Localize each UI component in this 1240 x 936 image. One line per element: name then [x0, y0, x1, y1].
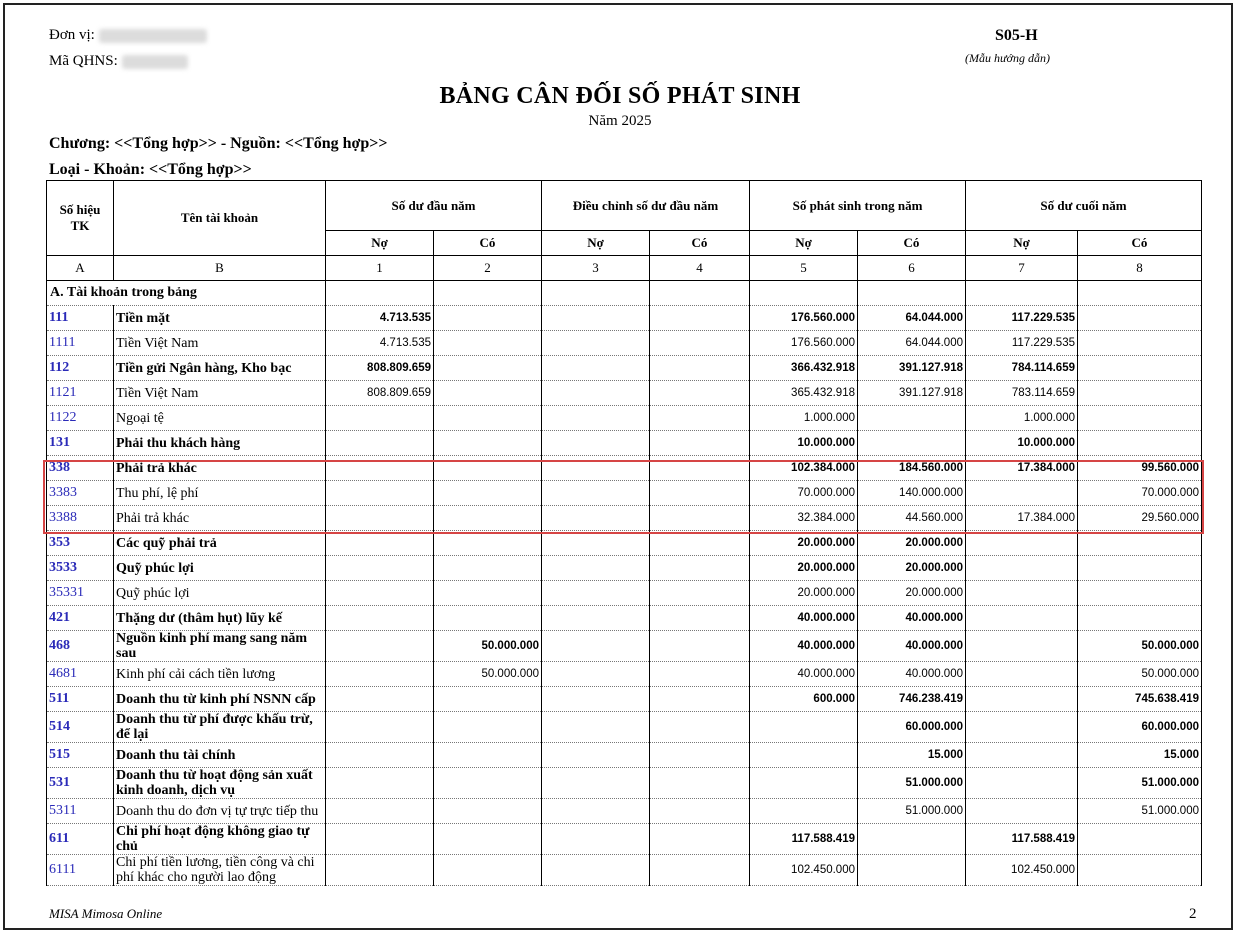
amount-cell [434, 687, 542, 712]
amount-cell [434, 456, 542, 481]
account-name: Chi phí tiền lương, tiền công và chi phí khác cho người lao động [114, 855, 326, 886]
account-number: 468 [47, 631, 114, 662]
amount-cell: 10.000.000 [750, 431, 858, 456]
account-name: Phải trả khác [114, 506, 326, 531]
account-number: 515 [47, 743, 114, 768]
table-row [47, 331, 1202, 356]
account-name: Ngoại tệ [114, 406, 326, 431]
amount-cell [650, 799, 750, 824]
table-row [47, 855, 1202, 886]
account-number: 1122 [47, 406, 114, 431]
amount-cell [650, 531, 750, 556]
amount-cell [858, 824, 966, 855]
col-account-no: Số hiệu TK [47, 181, 114, 256]
amount-cell: 32.384.000 [750, 506, 858, 531]
account-number: 111 [47, 306, 114, 331]
amount-cell: 176.560.000 [750, 306, 858, 331]
account-name: Tiền gửi Ngân hàng, Kho bạc [114, 356, 326, 381]
page-number: 2 [1189, 906, 1197, 922]
col-credit: Có [650, 231, 750, 256]
amount-cell: 50.000.000 [1078, 662, 1202, 687]
amount-cell: 784.114.659 [966, 356, 1078, 381]
amount-cell [434, 506, 542, 531]
col-debit: Nợ [542, 231, 650, 256]
table-row [47, 556, 1202, 581]
account-name: Doanh thu tài chính [114, 743, 326, 768]
account-number: 6111 [47, 855, 114, 886]
account-name: Các quỹ phải trả [114, 531, 326, 556]
amount-cell [1078, 431, 1202, 456]
account-name: Tiền Việt Nam [114, 331, 326, 356]
col-index: A [47, 256, 114, 281]
amount-cell [1078, 331, 1202, 356]
amount-cell: 40.000.000 [858, 662, 966, 687]
amount-cell: 117.229.535 [966, 331, 1078, 356]
col-credit: Có [434, 231, 542, 256]
col-index: 4 [650, 256, 750, 281]
table-row [47, 431, 1202, 456]
amount-cell: 1.000.000 [750, 406, 858, 431]
unit-label: Đơn vị: [49, 27, 95, 43]
amount-cell: 102.384.000 [750, 456, 858, 481]
amount-cell: 366.432.918 [750, 356, 858, 381]
amount-cell [542, 687, 650, 712]
account-number: 353 [47, 531, 114, 556]
amount-cell: 20.000.000 [750, 556, 858, 581]
amount-cell [542, 431, 650, 456]
account-number: 338 [47, 456, 114, 481]
amount-cell [1078, 606, 1202, 631]
amount-cell [750, 768, 858, 799]
table-row [47, 356, 1202, 381]
col-index: 2 [434, 256, 542, 281]
amount-cell: 40.000.000 [750, 631, 858, 662]
col-index: 5 [750, 256, 858, 281]
account-number: 131 [47, 431, 114, 456]
amount-cell [326, 431, 434, 456]
amount-cell: 64.044.000 [858, 306, 966, 331]
table-row [47, 712, 1202, 743]
amount-cell: 117.229.535 [966, 306, 1078, 331]
amount-cell [542, 481, 650, 506]
amount-cell [542, 581, 650, 606]
amount-cell [326, 824, 434, 855]
amount-cell [650, 381, 750, 406]
amount-cell [434, 381, 542, 406]
amount-cell [650, 581, 750, 606]
amount-cell [434, 799, 542, 824]
section-title: A. Tài khoản trong bảng [47, 281, 326, 306]
amount-cell: 60.000.000 [1078, 712, 1202, 743]
table-row [47, 381, 1202, 406]
amount-cell [650, 306, 750, 331]
amount-cell [966, 481, 1078, 506]
amount-cell [542, 556, 650, 581]
col-index: 1 [326, 256, 434, 281]
code-value-redacted [122, 55, 188, 69]
account-name: Doanh thu từ phí được khấu trừ, để lại [114, 712, 326, 743]
amount-cell [966, 662, 1078, 687]
account-number: 3533 [47, 556, 114, 581]
amount-cell [326, 631, 434, 662]
amount-cell: 184.560.000 [858, 456, 966, 481]
amount-cell [326, 406, 434, 431]
amount-cell: 808.809.659 [326, 381, 434, 406]
amount-cell [542, 799, 650, 824]
account-number: 5311 [47, 799, 114, 824]
col-debit: Nợ [966, 231, 1078, 256]
amount-cell [1078, 556, 1202, 581]
account-number: 3388 [47, 506, 114, 531]
amount-cell [434, 431, 542, 456]
unit-line [49, 27, 207, 44]
amount-cell [650, 824, 750, 855]
table-row [47, 406, 1202, 431]
col-credit: Có [858, 231, 966, 256]
amount-cell: 176.560.000 [750, 331, 858, 356]
amount-cell [858, 431, 966, 456]
col-account-name: Tên tài khoản [114, 181, 326, 256]
amount-cell: 4.713.535 [326, 331, 434, 356]
amount-cell [434, 743, 542, 768]
amount-cell [966, 531, 1078, 556]
amount-cell [1078, 306, 1202, 331]
amount-cell [542, 855, 650, 886]
section-row [47, 281, 1202, 306]
amount-cell [326, 606, 434, 631]
amount-cell: 102.450.000 [750, 855, 858, 886]
amount-cell [650, 606, 750, 631]
form-note: (Mẫu hướng dẫn) [965, 51, 1050, 65]
amount-cell [434, 356, 542, 381]
col-group-closing: Số dư cuối năm [966, 181, 1202, 231]
account-name: Chi phí hoạt động không giao tự chủ [114, 824, 326, 855]
account-name: Tiền mặt [114, 306, 326, 331]
account-number: 3383 [47, 481, 114, 506]
account-name: Thặng dư (thâm hụt) lũy kế [114, 606, 326, 631]
col-index: 8 [1078, 256, 1202, 281]
table-row [47, 606, 1202, 631]
amount-cell [542, 824, 650, 855]
amount-cell [858, 855, 966, 886]
account-name: Thu phí, lệ phí [114, 481, 326, 506]
amount-cell: 745.638.419 [1078, 687, 1202, 712]
account-name: Phải trả khác [114, 456, 326, 481]
amount-cell [542, 712, 650, 743]
table-row [47, 531, 1202, 556]
amount-cell: 20.000.000 [858, 556, 966, 581]
amount-cell [1078, 824, 1202, 855]
account-name: Tiền Việt Nam [114, 381, 326, 406]
account-number: 112 [47, 356, 114, 381]
amount-cell [966, 556, 1078, 581]
amount-cell [650, 743, 750, 768]
amount-cell [966, 687, 1078, 712]
amount-cell: 51.000.000 [858, 768, 966, 799]
account-name: Doanh thu từ hoạt động sản xuất kinh doanh, dịch vụ [114, 768, 326, 799]
amount-cell [542, 306, 650, 331]
amount-cell [966, 631, 1078, 662]
amount-cell [326, 743, 434, 768]
amount-cell [1078, 531, 1202, 556]
amount-cell: 20.000.000 [750, 581, 858, 606]
amount-cell: 40.000.000 [858, 631, 966, 662]
table-row [47, 481, 1202, 506]
amount-cell [434, 481, 542, 506]
amount-cell [542, 456, 650, 481]
amount-cell: 15.000 [1078, 743, 1202, 768]
table-row [47, 824, 1202, 855]
amount-cell: 391.127.918 [858, 381, 966, 406]
amount-cell [542, 331, 650, 356]
amount-cell [966, 768, 1078, 799]
amount-cell: 20.000.000 [858, 581, 966, 606]
amount-cell [650, 631, 750, 662]
amount-cell: 17.384.000 [966, 506, 1078, 531]
amount-cell: 51.000.000 [1078, 768, 1202, 799]
amount-cell [326, 768, 434, 799]
account-number: 1121 [47, 381, 114, 406]
table-row [47, 768, 1202, 799]
amount-cell: 50.000.000 [434, 662, 542, 687]
amount-cell [650, 855, 750, 886]
chapter-line: Chương: <<Tổng hợp>> - Nguồn: <<Tổng hợp>> [49, 135, 388, 152]
amount-cell [542, 743, 650, 768]
amount-cell [650, 662, 750, 687]
amount-cell [326, 456, 434, 481]
amount-cell: 20.000.000 [858, 531, 966, 556]
amount-cell: 99.560.000 [1078, 456, 1202, 481]
col-index: 3 [542, 256, 650, 281]
amount-cell [434, 306, 542, 331]
account-number: 421 [47, 606, 114, 631]
account-name: Nguồn kinh phí mang sang năm sau [114, 631, 326, 662]
amount-cell: 140.000.000 [858, 481, 966, 506]
amount-cell [650, 712, 750, 743]
amount-cell [858, 406, 966, 431]
amount-cell: 60.000.000 [858, 712, 966, 743]
amount-cell: 808.809.659 [326, 356, 434, 381]
amount-cell [542, 506, 650, 531]
amount-cell [966, 606, 1078, 631]
amount-cell: 50.000.000 [1078, 631, 1202, 662]
col-group-period: Số phát sinh trong năm [750, 181, 966, 231]
amount-cell [542, 531, 650, 556]
col-debit: Nợ [750, 231, 858, 256]
amount-cell: 600.000 [750, 687, 858, 712]
amount-cell: 29.560.000 [1078, 506, 1202, 531]
col-group-opening: Số dư đầu năm [326, 181, 542, 231]
col-credit: Có [1078, 231, 1202, 256]
account-number: 35331 [47, 581, 114, 606]
amount-cell: 17.384.000 [966, 456, 1078, 481]
amount-cell [434, 556, 542, 581]
report-year: Năm 2025 [588, 113, 652, 129]
amount-cell [326, 581, 434, 606]
table-row [47, 306, 1202, 331]
amount-cell [650, 481, 750, 506]
amount-cell [434, 768, 542, 799]
amount-cell [434, 824, 542, 855]
amount-cell [650, 687, 750, 712]
amount-cell: 40.000.000 [750, 662, 858, 687]
code-line [49, 53, 188, 70]
balance-table [46, 180, 1202, 886]
amount-cell [434, 406, 542, 431]
amount-cell [326, 662, 434, 687]
amount-cell [326, 506, 434, 531]
amount-cell: 64.044.000 [858, 331, 966, 356]
amount-cell [650, 356, 750, 381]
amount-cell [1078, 381, 1202, 406]
account-name: Kinh phí cải cách tiền lương [114, 662, 326, 687]
amount-cell [966, 799, 1078, 824]
table-row [47, 687, 1202, 712]
table-row [47, 506, 1202, 531]
amount-cell: 50.000.000 [434, 631, 542, 662]
col-index: 7 [966, 256, 1078, 281]
account-number: 531 [47, 768, 114, 799]
code-label: Mã QHNS: [49, 53, 118, 69]
col-index: B [114, 256, 326, 281]
amount-cell [542, 381, 650, 406]
account-name: Phải thu khách hàng [114, 431, 326, 456]
amount-cell: 10.000.000 [966, 431, 1078, 456]
software-name: MISA Mimosa Online [49, 906, 163, 921]
amount-cell [750, 743, 858, 768]
account-number: 511 [47, 687, 114, 712]
amount-cell: 40.000.000 [858, 606, 966, 631]
amount-cell [326, 687, 434, 712]
type-line: Loại - Khoản: <<Tổng hợp>> [49, 161, 252, 178]
amount-cell [542, 768, 650, 799]
amount-cell [650, 506, 750, 531]
amount-cell [434, 855, 542, 886]
amount-cell [650, 406, 750, 431]
amount-cell [1078, 581, 1202, 606]
unit-value-redacted [99, 29, 207, 43]
amount-cell [542, 406, 650, 431]
col-debit: Nợ [326, 231, 434, 256]
amount-cell: 746.238.419 [858, 687, 966, 712]
amount-cell: 20.000.000 [750, 531, 858, 556]
col-group-adjust: Điều chỉnh số dư đầu năm [542, 181, 750, 231]
amount-cell: 40.000.000 [750, 606, 858, 631]
amount-cell [326, 531, 434, 556]
amount-cell [650, 768, 750, 799]
report-page [3, 3, 1233, 930]
amount-cell [326, 855, 434, 886]
amount-cell [542, 606, 650, 631]
amount-cell: 102.450.000 [966, 855, 1078, 886]
account-name: Doanh thu do đơn vị tự trực tiếp thu [114, 799, 326, 824]
amount-cell: 4.713.535 [326, 306, 434, 331]
amount-cell [434, 606, 542, 631]
amount-cell: 783.114.659 [966, 381, 1078, 406]
amount-cell [966, 581, 1078, 606]
col-index: 6 [858, 256, 966, 281]
amount-cell [434, 581, 542, 606]
amount-cell [326, 481, 434, 506]
table-row [47, 631, 1202, 662]
amount-cell: 44.560.000 [858, 506, 966, 531]
amount-cell [1078, 855, 1202, 886]
amount-cell [1078, 406, 1202, 431]
amount-cell: 51.000.000 [1078, 799, 1202, 824]
amount-cell: 117.588.419 [966, 824, 1078, 855]
amount-cell: 391.127.918 [858, 356, 966, 381]
amount-cell [326, 712, 434, 743]
amount-cell: 70.000.000 [750, 481, 858, 506]
form-code: S05-H [995, 27, 1038, 44]
amount-cell [650, 431, 750, 456]
amount-cell [542, 662, 650, 687]
amount-cell [650, 456, 750, 481]
amount-cell [434, 331, 542, 356]
amount-cell [434, 531, 542, 556]
table-row [47, 743, 1202, 768]
account-number: 1111 [47, 331, 114, 356]
account-name: Doanh thu từ kinh phí NSNN cấp [114, 687, 326, 712]
amount-cell: 1.000.000 [966, 406, 1078, 431]
amount-cell: 117.588.419 [750, 824, 858, 855]
account-number: 514 [47, 712, 114, 743]
table-row [47, 581, 1202, 606]
amount-cell [750, 799, 858, 824]
amount-cell [966, 743, 1078, 768]
amount-cell [326, 799, 434, 824]
account-name: Quỹ phúc lợi [114, 581, 326, 606]
amount-cell: 51.000.000 [858, 799, 966, 824]
table-row [47, 662, 1202, 687]
account-name: Quỹ phúc lợi [114, 556, 326, 581]
amount-cell: 365.432.918 [750, 381, 858, 406]
report-title: BẢNG CÂN ĐỐI SỐ PHÁT SINH [439, 83, 801, 109]
amount-cell [542, 356, 650, 381]
amount-cell [1078, 356, 1202, 381]
table-row [47, 456, 1202, 481]
amount-cell [434, 712, 542, 743]
amount-cell [650, 331, 750, 356]
amount-cell [750, 712, 858, 743]
account-number: 4681 [47, 662, 114, 687]
amount-cell [650, 556, 750, 581]
table-row [47, 799, 1202, 824]
amount-cell: 15.000 [858, 743, 966, 768]
account-number: 611 [47, 824, 114, 855]
amount-cell [966, 712, 1078, 743]
amount-cell: 70.000.000 [1078, 481, 1202, 506]
amount-cell [542, 631, 650, 662]
amount-cell [326, 556, 434, 581]
